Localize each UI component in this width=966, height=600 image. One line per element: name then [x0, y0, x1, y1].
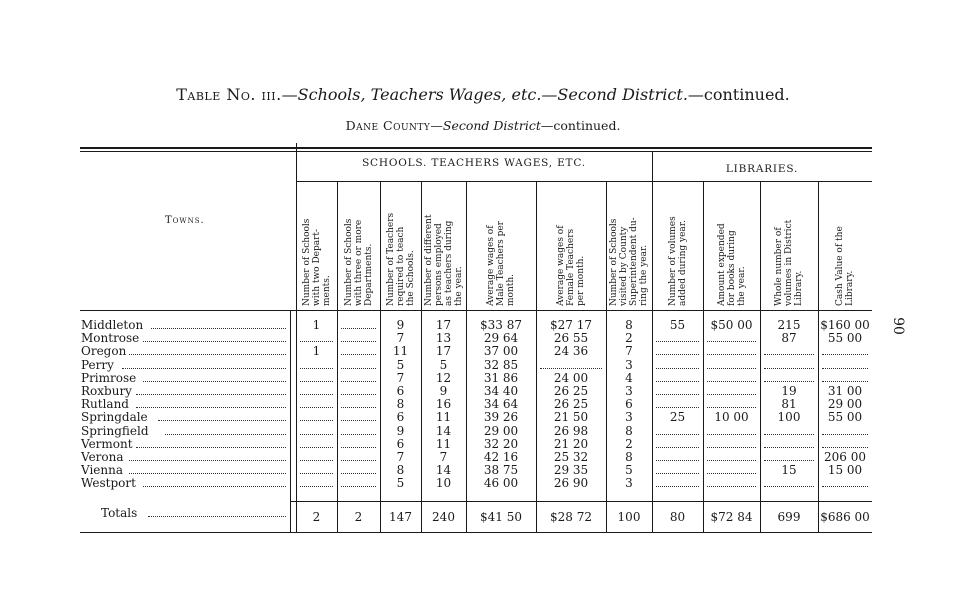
- empty-cell-dots: [300, 432, 333, 435]
- empty-cell-dots: [341, 366, 376, 369]
- table-cell: 3: [625, 357, 633, 372]
- table-cell: 24 00: [553, 370, 589, 385]
- table-cell: 206 00: [824, 450, 866, 464]
- empty-cell-dots: [300, 405, 333, 408]
- leader-dots: [122, 366, 287, 369]
- table-cell: 3: [625, 476, 633, 491]
- table-cell: 37 00: [483, 344, 519, 359]
- empty-cell-dots: [300, 445, 333, 448]
- empty-cell-dots: [656, 471, 699, 474]
- page-number: 90: [889, 317, 906, 335]
- top-rule: [80, 147, 872, 149]
- table-cell: 29 35: [553, 463, 589, 478]
- town-name: Oregon: [81, 344, 127, 359]
- empty-cell-dots: [764, 445, 814, 448]
- column-divider: [818, 181, 819, 532]
- table-cell: 1: [312, 344, 321, 359]
- table-cell: 8: [396, 463, 405, 478]
- empty-cell-dots: [341, 432, 376, 435]
- empty-cell-dots: [822, 484, 868, 487]
- empty-cell-dots: [656, 458, 699, 461]
- empty-cell-dots: [822, 432, 868, 435]
- empty-cell-dots: [707, 392, 756, 395]
- table-cell: 26 90: [553, 476, 589, 491]
- table-cell: 21 20: [553, 436, 589, 451]
- empty-cell-dots: [341, 484, 376, 487]
- town-name: Springfield: [81, 423, 149, 438]
- town-name: Vermont: [81, 436, 133, 451]
- table-cell: 25: [669, 410, 686, 425]
- town-name: Perry: [81, 357, 114, 372]
- table-cell: 31 86: [483, 370, 519, 385]
- column-header: Whole number of volumes in District Library.: [774, 219, 804, 306]
- table-cell: 55 00: [827, 410, 863, 425]
- table-cell: 32 20: [483, 436, 519, 451]
- leader-dots: [143, 484, 286, 487]
- table-cell: 21 50: [553, 410, 589, 425]
- empty-cell-dots: [341, 418, 376, 421]
- empty-cell-dots: [341, 379, 376, 382]
- table-cell: 29 64: [483, 331, 519, 346]
- header-bottom-rule: [80, 310, 872, 311]
- table-cell: 42 16: [483, 450, 519, 464]
- table-cell: 7: [396, 331, 405, 346]
- column-header: Number of Teachers required to teach the Schools.: [385, 212, 416, 306]
- empty-cell-dots: [300, 379, 333, 382]
- empty-cell-dots: [707, 458, 756, 461]
- table-cell: 16: [435, 397, 452, 412]
- table-cell: 9: [396, 423, 405, 438]
- leader-dots: [143, 339, 286, 342]
- table-cell: 8: [625, 318, 633, 332]
- table-cell: 26 98: [553, 423, 589, 438]
- empty-cell-dots: [300, 484, 333, 487]
- column-header: Number of Schools visited by County Superintendent du- ring the year.: [609, 217, 649, 306]
- column-header: Cash Value of the Library.: [835, 226, 855, 306]
- total-cell: 699: [777, 510, 801, 524]
- column-header: Number of different persons employed as teachers during the year.: [423, 214, 464, 306]
- table-cell: 5: [625, 463, 633, 478]
- empty-cell-dots: [300, 339, 333, 342]
- column-header: Average wages of Male Teachers per month.: [486, 221, 516, 306]
- column-divider: [652, 151, 653, 532]
- table-cell: 34 64: [483, 397, 519, 412]
- leader-dots: [129, 458, 286, 461]
- leader-dots: [143, 379, 286, 382]
- table-cell: 9: [396, 318, 405, 332]
- town-name: Montrose: [81, 331, 140, 346]
- empty-cell-dots: [707, 405, 756, 408]
- column-divider: [703, 181, 704, 532]
- totals-label: Totals: [101, 506, 138, 520]
- empty-cell-dots: [341, 326, 376, 329]
- empty-cell-dots: [656, 392, 699, 395]
- empty-cell-dots: [822, 379, 868, 382]
- empty-cell-dots: [540, 366, 602, 369]
- column-divider: [760, 181, 761, 532]
- table-cell: 6: [625, 397, 633, 412]
- table-cell: 7: [439, 450, 448, 464]
- table-cell: 4: [625, 370, 633, 385]
- total-cell: 2: [312, 510, 321, 524]
- table-cell: $160 00: [820, 318, 870, 332]
- table-cell: 17: [435, 344, 452, 359]
- table-cell: 6: [396, 436, 405, 451]
- table-cell: $27 17: [550, 318, 592, 332]
- empty-cell-dots: [300, 392, 333, 395]
- total-cell: 240: [432, 510, 455, 524]
- title-suffix: —continued.: [687, 85, 790, 104]
- table-cell: 5: [396, 357, 405, 372]
- table-cell: 14: [435, 423, 452, 438]
- empty-cell-dots: [764, 366, 814, 369]
- empty-cell-dots: [707, 445, 756, 448]
- empty-cell-dots: [341, 458, 376, 461]
- total-cell: 147: [389, 510, 412, 524]
- empty-cell-dots: [300, 471, 333, 474]
- town-name: Primrose: [81, 370, 137, 385]
- title-prefix: Table No. iii.: [176, 85, 282, 104]
- empty-cell-dots: [656, 484, 699, 487]
- table-cell: 15: [781, 463, 797, 478]
- table-cell: $50 00: [710, 318, 753, 332]
- empty-cell-dots: [656, 445, 699, 448]
- empty-cell-dots: [300, 366, 333, 369]
- empty-cell-dots: [341, 392, 376, 395]
- column-divider: [296, 143, 297, 532]
- column-header: Number of Schools with two Depart- ments.: [301, 218, 332, 306]
- table-cell: $33 87: [480, 318, 522, 332]
- town-name: Vienna: [81, 463, 124, 478]
- empty-cell-dots: [341, 445, 376, 448]
- table-cell: 215: [777, 318, 801, 332]
- column-header: Average wages of Female Teachers per month.: [556, 225, 586, 306]
- table-cell: 26 25: [553, 384, 589, 398]
- table-cell: 8: [625, 450, 633, 464]
- table-cell: 26 25: [553, 397, 589, 412]
- total-cell: 2: [354, 510, 363, 524]
- empty-cell-dots: [300, 458, 333, 461]
- column-header: Number of Schools with three or more Departments.: [343, 218, 374, 306]
- table-cell: 10 00: [714, 410, 749, 425]
- table-cell: 31 00: [827, 384, 863, 398]
- table-cell: 26 55: [553, 331, 589, 346]
- table-cell: 32 85: [483, 357, 519, 372]
- title-italic: —Schools, Teachers Wages, etc.—Second District.: [281, 85, 688, 104]
- group-header-schools: SCHOOLS. TEACHERS WAGES, ETC.: [362, 157, 586, 169]
- subtitle-italic: —Second District: [430, 118, 541, 133]
- table-cell: 19: [781, 384, 797, 398]
- town-name: Westport: [81, 476, 136, 491]
- empty-cell-dots: [707, 339, 756, 342]
- empty-cell-dots: [341, 339, 376, 342]
- table-cell: 46 00: [483, 476, 519, 491]
- table-cell: 2: [625, 331, 633, 346]
- table-cell: 2: [625, 436, 633, 451]
- table-cell: 5: [439, 357, 448, 372]
- table-cell: 11: [435, 436, 452, 451]
- empty-cell-dots: [656, 432, 699, 435]
- table-cell: 11: [435, 410, 452, 425]
- leader-dots: [136, 405, 286, 408]
- empty-cell-dots: [341, 405, 376, 408]
- total-cell: 100: [617, 510, 641, 524]
- table-cell: 6: [396, 384, 405, 398]
- empty-cell-dots: [300, 418, 333, 421]
- empty-cell-dots: [764, 352, 814, 355]
- total-cell: 80: [669, 510, 686, 524]
- empty-cell-dots: [656, 366, 699, 369]
- table-cell: 7: [396, 370, 405, 385]
- table-cell: 5: [396, 476, 405, 491]
- empty-cell-dots: [764, 484, 814, 487]
- leader-dots: [136, 392, 286, 395]
- column-divider: [337, 181, 338, 532]
- leader-dots: [148, 514, 286, 517]
- table-cell: 100: [777, 410, 801, 425]
- column-header: Number of volumes added during year.: [667, 216, 688, 306]
- table-cell: 10: [435, 476, 452, 491]
- table-cell: 81: [781, 397, 797, 412]
- column-header: Amount expended for books during the year.: [716, 223, 747, 306]
- empty-cell-dots: [707, 379, 756, 382]
- empty-cell-dots: [822, 352, 868, 355]
- empty-cell-dots: [707, 366, 756, 369]
- towns-header: Towns.: [165, 215, 205, 226]
- empty-cell-dots: [656, 352, 699, 355]
- leader-dots: [165, 432, 286, 435]
- empty-cell-dots: [764, 458, 814, 461]
- group-header-libraries: LIBRARIES.: [725, 163, 799, 175]
- table-cell: 3: [625, 410, 633, 425]
- table-cell: 7: [625, 344, 633, 359]
- table-title: [0, 85, 966, 104]
- table-cell: 8: [396, 397, 405, 412]
- table-cell: 11: [392, 344, 409, 359]
- table-cell: 6: [396, 410, 405, 425]
- leader-dots: [151, 326, 286, 329]
- empty-cell-dots: [341, 352, 376, 355]
- table-cell: 9: [439, 384, 448, 398]
- table-cell: 25 32: [553, 450, 589, 464]
- leader-dots: [129, 471, 286, 474]
- table-subtitle: [0, 118, 966, 133]
- subtitle-suffix: —continued.: [540, 118, 621, 133]
- table-cell: 3: [625, 384, 633, 398]
- empty-cell-dots: [822, 445, 868, 448]
- empty-cell-dots: [764, 379, 814, 382]
- town-name: Rutland: [81, 397, 129, 412]
- total-cell: $72 84: [710, 510, 753, 524]
- empty-cell-dots: [656, 339, 699, 342]
- leader-dots: [136, 445, 286, 448]
- town-name: Verona: [81, 450, 124, 464]
- leader-dots: [129, 352, 286, 355]
- table-cell: 13: [435, 331, 452, 346]
- table-cell: 12: [435, 370, 452, 385]
- empty-cell-dots: [764, 432, 814, 435]
- table-cell: 29 00: [483, 423, 519, 438]
- table-cell: 55: [669, 318, 686, 332]
- totals-rule: [290, 501, 872, 502]
- empty-cell-dots: [707, 432, 756, 435]
- table-cell: 55 00: [827, 331, 863, 346]
- bottom-rule: [80, 532, 872, 533]
- empty-cell-dots: [707, 484, 756, 487]
- table-cell: 14: [435, 463, 452, 478]
- town-name: Roxbury: [81, 384, 132, 398]
- town-name: Middleton: [81, 318, 144, 332]
- empty-cell-dots: [707, 352, 756, 355]
- table-cell: 17: [435, 318, 452, 332]
- town-name: Springdale: [81, 410, 148, 425]
- total-cell: $41 50: [480, 510, 522, 524]
- table-cell: 87: [781, 331, 797, 346]
- table-cell: 29 00: [827, 397, 863, 412]
- column-divider: [290, 310, 291, 532]
- table-cell: 38 75: [483, 463, 519, 478]
- total-cell: $28 72: [550, 510, 592, 524]
- group-underline: [296, 181, 872, 182]
- table-cell: 39 26: [483, 410, 519, 425]
- empty-cell-dots: [656, 405, 699, 408]
- table-cell: 24 36: [553, 344, 589, 359]
- total-cell: $686 00: [820, 510, 870, 524]
- empty-cell-dots: [656, 379, 699, 382]
- table-cell: 7: [396, 450, 405, 464]
- table-cell: 1: [312, 318, 321, 332]
- table-cell: 34 40: [483, 384, 519, 398]
- empty-cell-dots: [822, 366, 868, 369]
- leader-dots: [158, 418, 286, 421]
- empty-cell-dots: [707, 471, 756, 474]
- table-cell: 15 00: [827, 463, 863, 478]
- empty-cell-dots: [341, 471, 376, 474]
- top-rule-2: [80, 151, 872, 152]
- table-cell: 8: [625, 423, 633, 438]
- subtitle-prefix: Dane County: [345, 118, 431, 133]
